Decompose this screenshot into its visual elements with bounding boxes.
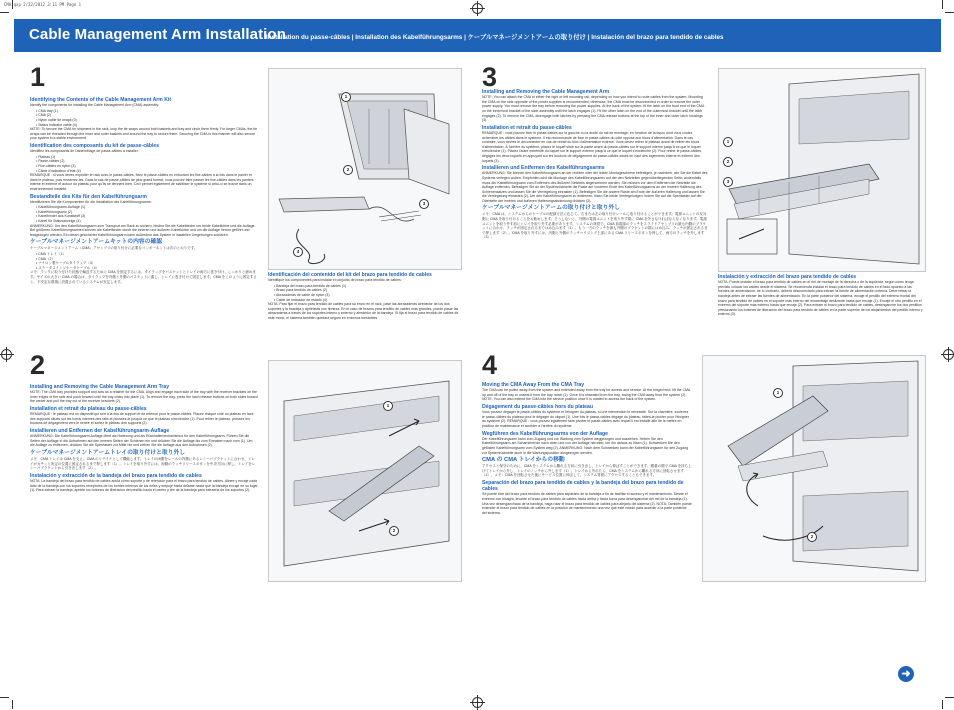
page-title: Cable Management Arm Installation [29, 26, 286, 43]
crop-mark [0, 12, 9, 13]
step-4-text [482, 380, 692, 516]
step-3-ja-body: メモ：CMA は、システムからのケーブルの配線方法に応じて、右または左の取り付けレールに取り付けることができます。電源ユニットの反対側に CMA を取り付けることをお勧めします。そうしないと、外側の電源ユニットを取り外す際に CMA を外さなければならなくなります。電源ユニットを取り外す前にトレイを取り外す必要があります。システムの背面で、CMA 前端部のラッチをスライドアセンブリの最も内側のブラケットに合わせ、ラッチが固定されるまではめ込みます（1）。もう一方のラッチを最も外側のブラケットの端にはめ込み、ラッチが固定されるまで押します（2）。CMA を取り外すには、内側と外側のラッチハウジング上部にある CMA リリースボタンを押して、両方のラッチを外します（3）。 [482, 212, 708, 240]
registration-mark [943, 349, 954, 360]
step-2-es-body: NOTA: La bandeja del brazo para tendido de cables actúa como soporte y de retención para el brazo para tendido de cables. Alinee y encaje cada lado de la bandeja con los soportes receptores de los bordes internos de los rieles y empuje hacia delante hasta que la bandeja encaje en su lugar (1). Para extraer la bandeja, apriete los botones de liberación del pestillo hacia el centro y tire de la bandeja para extraerla de los soportes (2). [30, 478, 258, 493]
registration-mark [472, 3, 483, 14]
next-page-arrow-icon[interactable]: ➜ [898, 666, 914, 682]
crop-mark [945, 12, 954, 13]
step-1-ja-heading: ケーブルマネージメントアームキットの内容の確認 [30, 239, 163, 246]
step-2-en-body: NOTE: The CMA tray provides support and acts as a retainer for the CMA. Align and engage each side of the tray with the receiver brackets on the inner edges of the rails and push forward until the tray clicks into place (1). To remove the tray, press the latch release buttons on both sides toward the center and pull the tray out of the receiver brackets (2). [30, 390, 258, 404]
step-3-es-text [718, 272, 924, 318]
step-1-illustration [268, 68, 462, 270]
list-item: • CMA tray (1) [36, 108, 58, 113]
step-1-de-note: ANMERKUNG: Um den Kabelführungsarm zum Transport am Rack zu sichern, binden Sie die Kabelbinder um beide Kabelkörbe und die Auflage. Bei größeren Kabelführungsarmen können die Kabelbinder durch die inneren und äußeren Kabelkörbe und um die Auflage herum geführt und festgezogen werden. Ein derart gesicherter Kabelführungsarm kann außerdem das System in instabilen Umgebungen schützen. [30, 223, 256, 237]
step-1-es-heading: Identificación del contenido del kit del brazo para tendido de cables [268, 272, 432, 278]
callout-1: 1 [341, 92, 351, 102]
step-3-de-heading: Installieren und Entfernen des Kabelführungsarms [482, 165, 605, 172]
step-4-de-body: Der Kabelführungsarm kann zum Zugang und zur Wartung vom System weggezogen und ausziehen. Heben Sie den Kabelführungsarm am Scharnierende nach oben und von der Auflage herunter, um ihn daraus zu lösen (1). Schwenken Sie den gelösten Kabelführungsarm vom System weg (2). ANMERKUNG: Nach dem Schwenken kann der Kabelführungsarm für den Zugang zur Systemrückseite auch in die Wartungsposition ausgezogen werden. [482, 436, 689, 455]
step-1-en-intro: Identify the components for installing the Cable Management Arm (CMA) assembly: [30, 103, 160, 108]
step-3-illustration [718, 68, 926, 272]
callout-3: 3 [419, 199, 429, 209]
step-4-fr-heading: Dégagement du passe-câbles hors du plateau [482, 403, 593, 410]
list-item: • Brazo para tendido de cables (2) [274, 288, 327, 293]
step-4-en-heading: Moving the CMA Away From the CMA Tray [482, 382, 585, 388]
step-3-number: 3 [482, 62, 498, 92]
step-4-ja-body: アクセスと保守のために、CMA をシステムから離れる方向に引き出し、トレイから伸ばすことができます。蝶番の側で CMA を持ち上げてトレイから外し、トレイのノッチから外します（1）。トレイから外れたら、CMA をシステムから離れる方向に回転させます（2）。メモ：CMA を回転させた後にサービス位置に伸ばして、システム背面にアクセスすることもできます。 [482, 464, 692, 478]
list-item: • CMA（2） [36, 256, 55, 261]
step-2-en-heading: Installing and Removing the Cable Management Arm Tray [30, 384, 170, 390]
list-item: • Bandeja del brazo para tendido de cables (1) [274, 283, 347, 288]
step-4-es-heading: Separación del brazo para tendido de cables y la bandeja del brazo para tendido de cables [482, 479, 684, 493]
callout-4: 4 [293, 247, 303, 257]
crop-mark [12, 0, 13, 9]
step-3-en-heading: Installing and Removing the Cable Management Arm [482, 89, 610, 95]
list-item: • Câble d'indicateur d'état (4) [36, 168, 81, 173]
step-3-fr-heading: Installation et retrait du passe-câbles [482, 124, 572, 131]
step-1-fr-heading: Identification des composants du kit de passe-câbles [30, 142, 160, 149]
list-item: • Kabelbinder aus Kunststoff (3) [36, 214, 86, 219]
step-3-de-body: ANMERKUNG: Sie können den Kabelführungsarm an der rechten oder der linken Montageschiene befestigen, je nachdem, wie Sie die Kabel des Systems verlegen wollen. Empfohlen wird die Montage des Kabelführungsarms auf der den Netzteilen gegenüberliegenden Seite; andernfalls muss der Kabelführungsarm zum Entfernen des äußeren Netzteils abgenommen werden. Sie müssen vor dem Entfernen der Netzteile die Auflage entfernen. Befestigen Sie an der Systemrückseite die Raste am vorderen Ende des Kabelführungsarms an der inneren Halterung des Schienensatzes und lassen Sie die Verriegelung einrasten (1). Befestigen Sie die andere Raste am Ende der äußeren Halterung und lassen Sie die Verriegelung einrasten (2). Um den Kabelführungsarm zu entfernen, lösen Sie beide Verriegelungen, indem Sie auf die Sperrtaster auf der Oberseite der inneren und äußeren Halterungsabdeckung drücken (3). [482, 171, 708, 203]
callout-3: 3 [723, 177, 733, 187]
step-2-illustration [268, 360, 462, 582]
step-2-ja-heading: ケーブルマネージメントアームトレイの取り付けと取り外し [30, 449, 186, 456]
list-item: • Cable de indicador de estado (4) [274, 297, 327, 302]
registration-mark [1, 349, 12, 360]
step-2-fr-body: REMARQUE : le plateau est un dispositif qui sert à la fois de support et de retenue pour le passe-câbles. Placez chaque côté du plateau en face des supports situés sur les bords internes des rails et poussez-le jusqu'à ce que le plateau s'enclenche (1). Pour retirer le plateau, pressez les boutons de dégagement vers le centre et sortez le plateau des supports (2). [30, 412, 254, 426]
step-1-es-note: NOTA: Para fijar el brazo para tendido de cables para su envío en el rack, pase las abrazaderas alrededor de los dos soportes y la bandeja y apriételas con firmeza. En el caso de brazos para tendido de cables más grandes, puede pasar las abrazaderas a través de los soportes interno y externo y alrededor de la bandeja. Si fija el brazo para tendido de cables de este modo, el sistema también quedará seguro en entornos inestables. [268, 302, 459, 320]
callout-1: 1 [773, 388, 783, 398]
step-1-text [30, 95, 258, 285]
list-item: • Fixe-câbles en nylon (3) [36, 163, 76, 168]
callout-2: 2 [807, 532, 817, 542]
step-1-ja-intro: ケーブルマネージメントアーム（CMA）アセンブリの取り付けに必要なコンポーネントは次のとおりです。 [30, 246, 198, 251]
step-4-es-body: Se puede tirar del brazo para tendido de cables para separarlo de la bandeja a fin de facilitar el acceso y el mantenimiento. Desde el extremo con bisagra, levante el brazo para tendido de cables hacia arriba y hacia fuera para desenganchar del riel de la bandeja (1). Una vez desenganchado de la bandeja, haga rotar el brazo para tendido de cables para alejarlo del sistema (2). NOTA: También puede extender el brazo para tendido de cables en la posición de mantenimiento una vez que esté rotado para acceder a la parte posterior del sistema. [482, 492, 692, 515]
step-1-ja-note: メモ：ラックに取り付けた状態で輸送するために CMA を固定するには、タイラップをバスケットとトレイの両方に巻き付け、しっかりと締めます。サイズの大きい CMA の場合は、タイラップを内側と外側のバスケットに通し、トレイに巻き付けて固定します。CMA をこのように固定すると、不安定な環境に設置されているシステムが安定します。 [30, 270, 257, 284]
step-2-ja-body: メモ：CMA トレイは CMA を支え、CMA のリテイナとして機能します。トレイの両側をレールの内側にあるレシーバブラケットに合わせ、トレイがカチッと所定の位置に固定されるまで押します（1）。トレイを取り外すには、両側のラッチリリースボタンを中央方向に押し、トレイをレシーバブラケットから引き出します（2）。 [30, 456, 256, 471]
kit-contents-drawing [269, 69, 461, 269]
crop-mark [12, 700, 13, 709]
step-3-en-body: NOTE: You can attach the CMA to either the right or left mounting rail, depending on how you intend to route cables from the system. Mounting the CMA on the side opposite of the power supplies is recommended; otherwise, the CMA must be disconnected in order to remove the outer power supply. You must remove the tray before removing the power supplies. At the back of the system, fit the latch on the front end of the CMA on the innermost bracket of the slide assembly until the latch engages (1). Fit the other latch on the end of the outermost bracket until the latch engages (2). To remove the CMA, disengage both latches by pressing the CMA release buttons at the top of the inner and outer latch housings (3). [482, 95, 705, 123]
step-2-de-body: ANMERKUNG: Die Kabelführungsarm-Auflage dient als Halterung und als Rückhaltemechanismus für den Kabelführungsarm. Führen Sie die Seiten der Auflage in die Aufnahmen auf den inneren Seiten der Schienen ein und drücken Sie die Auflage bis zum Einrasten nach vorn (1). Um die Auflage zu entfernen, drücken Sie die Sperrtaster zur Mitte hin und ziehen Sie die Auflage aus den Aufnahmen (2). [30, 434, 253, 448]
list-item: • CMA トレイ（1） [36, 252, 67, 257]
registration-mark [472, 697, 483, 708]
crop-mark [942, 700, 943, 709]
crop-mark [945, 697, 954, 698]
step-1-en-heading: Identifying the Contents of the Cable Management Arm Kit [30, 97, 172, 103]
step-3-text [482, 87, 708, 241]
step-1-en-note: NOTE: To secure the CMA for shipment in the rack, loop the tie wraps around both baskets and tray and cinch them firmly. For larger CMAs, the tie wraps can be threaded through the inner and outer baskets and around the tray to secure them. Securing the CMA in this manner will also secure your system in a stable environment. [30, 127, 258, 141]
list-item: • Kabelführungsarm-Auflage (1) [36, 205, 86, 210]
callout-1: 1 [383, 401, 393, 411]
crop-mark [942, 0, 943, 9]
step-4-fr-body: Vous pouvez dégager le passe-câbles du système et l'éloigner du plateau, si une intervention le nécessite. Sur la charnière, soulevez le passe-câbles du plateau pour le dégager du cliquet (1). Une fois le passe-câbles dégagé du plateau, faites-le pivoter pour l'éloigner du système (2). REMARQUE : vous pouvez également faire pivoter le passe-câbles avec lequel il est installé afin de le mettre en position de maintenance et accéder à l'arrière du système. [482, 410, 689, 428]
list-item: • ナイロン製ケーブルタイラップ（3） [36, 261, 96, 266]
list-item: • Kabel für Statusanzeige (4) [36, 219, 81, 224]
list-item: • CMA (2) [36, 113, 52, 118]
step-2-text [30, 382, 258, 494]
step-2-de-heading: Installieren und Entfernen der Kabelführungsarm-Auflage [30, 427, 170, 434]
step-1-de-heading: Bestandteile des Kits für den Kabelführungsarm [30, 193, 147, 200]
list-item: • Passe-câbles (2) [36, 159, 65, 164]
step-1-de-intro: Identifizieren Sie die Komponenten für die Installation des Kabelführungsarms: [30, 199, 152, 204]
step-3-es-heading: Instalación y extracción del brazo para tendido de cables [718, 274, 857, 280]
tray-install-drawing [269, 361, 461, 581]
step-1-es-intro: Identifique los componentes para instalar el conjunto de brazo para tendido de cables: [268, 278, 402, 283]
step-1-es-text [268, 270, 460, 322]
list-item: • Status indicator cable (4) [36, 122, 77, 127]
callout-2: 2 [343, 165, 353, 175]
list-item: • Kabelführungsarm (2) [36, 209, 73, 214]
print-slug: CMA.qxp 2/22/2012 3:11 PM Page 1 [4, 2, 82, 7]
callout-2: 2 [723, 157, 733, 167]
page-subtitle: Installation du passe-câbles | Installation des Kabelführungsarms | ケーブルマネージメントアームの取り付け | Instalación del brazo para tendido de cables [266, 34, 724, 41]
step-4-illustration [702, 355, 926, 582]
step-3-es-body: NOTA: Puede instalar el brazo para tendido de cables en el riel de montaje de la derecha o de la izquierda, según cómo tenga previsto colocar los cables desde el sistema. Se recomienda instalar el brazo para tendido de cables en el lado opuesto a las fuentes de alimentación; de lo contrario, deberá desconectarlo para extraer la fuente de alimentación externa. Debe retirar la bandeja antes de extraer las fuentes de alimentación. En la parte posterior del sistema, encaje el pestillo del extremo frontal del brazo para tendido de cables en el soporte más interno del ensamblaje deslizante hasta que encaje (1). Encaje el otro pestillo en el extremo del soporte más externo hasta que encaje (2). Para extraer el brazo para tendido de cables, desenganche los dos pestillos presionando los botones de liberación del brazo para tendido de cables en la parte superior de los alojamientos del pestillo interno y externo (3). [718, 280, 923, 317]
step-2-es-heading: Instalación y extracción de la bandeja del brazo para tendido de cables [30, 472, 202, 479]
list-item: • ステータスインジケータケーブル（4） [36, 265, 100, 270]
step-4-ja-heading: CMA の CMA トレイからの移動 [482, 457, 565, 464]
step-1-number: 1 [30, 62, 46, 92]
step-2-fr-heading: Installation et retrait du plateau du passe-câbles [30, 405, 147, 412]
step-1-fr-note: REMARQUE : si vous devez expédier le rack avec le passe-câbles, fixez le passe-câbles en entourant les fixe-câbles à la fois dans le panier et dans le plateau, puis resserrez-les. Dans le cas de passe-câbles de plus grand format, vous pouvez faire passer les fixe-câbles dans les paniers interne et externe et autour du plateau pour qu'ils se tiennent bien. Ceci permet également de stabiliser le système si celui-ci se trouve dans un environnement instable. [30, 173, 254, 191]
cma-swing-drawing [703, 356, 925, 581]
header-banner [14, 19, 941, 52]
crop-mark [0, 697, 9, 698]
step-3-fr-body: REMARQUE : vous pouvez fixer le passe-câbles sur la gauche ou la droite du rail de montage, en fonction de la façon dont vous voulez acheminer les câbles dans le système. Il est recommandé de fixer le passe-câbles du côté opposé aux blocs d'alimentation. Dans le cas contraire, vous devrez le déconnecter en cas de retrait du bloc d'alimentation externe. Vous devez retirer le plateau avant de retirer les blocs d'alimentation. À l'arrière du système, placez le loquet situé sur la partie avant du passe-câbles sur le support interne jusqu'à ce que le loquet s'enclenche (1). Placez l'autre extrémité du loquet sur le support externe jusqu'à ce que le loquet s'enclenche (2). Pour retirer le passe-câbles, dégagez les deux loquets en appuyant sur les boutons de dégagement du passe-câbles situés en haut des logements interne et externe des loquets (3). [482, 130, 702, 163]
step-4-en-body: The CMA can be pulled away from the system and extended away from the tray for access and service. At the hinged end, lift the CMA up and off of the tray to unseat it from the tray notch (1). Once it is unseated from the tray, swing the CMA away from the system (2). NOTE: You can also extend the CMA into the service position once it is rotated to access the back of the system. [482, 388, 691, 402]
step-1-fr-intro: Identifiez les composants de l'assemblage de passe-câbles à installer : [30, 149, 140, 154]
callout-2: 2 [389, 526, 399, 536]
step-3-ja-heading: ケーブルマネージメントアームの取り付けと取り外し [482, 205, 620, 212]
step-4-number: 4 [482, 350, 498, 380]
list-item: • Plateau (1) [36, 154, 56, 159]
cma-install-drawing [719, 69, 925, 271]
step-2-number: 2 [30, 350, 46, 380]
list-item: • Abrazaderas de cable de nylon (3) [274, 292, 330, 297]
callout-1: 1 [723, 137, 733, 147]
list-item: • Nylon cable tie wraps (3) [36, 117, 77, 122]
step-4-de-heading: Wegführen des Kabelführungsarms von der Auflage [482, 430, 608, 437]
